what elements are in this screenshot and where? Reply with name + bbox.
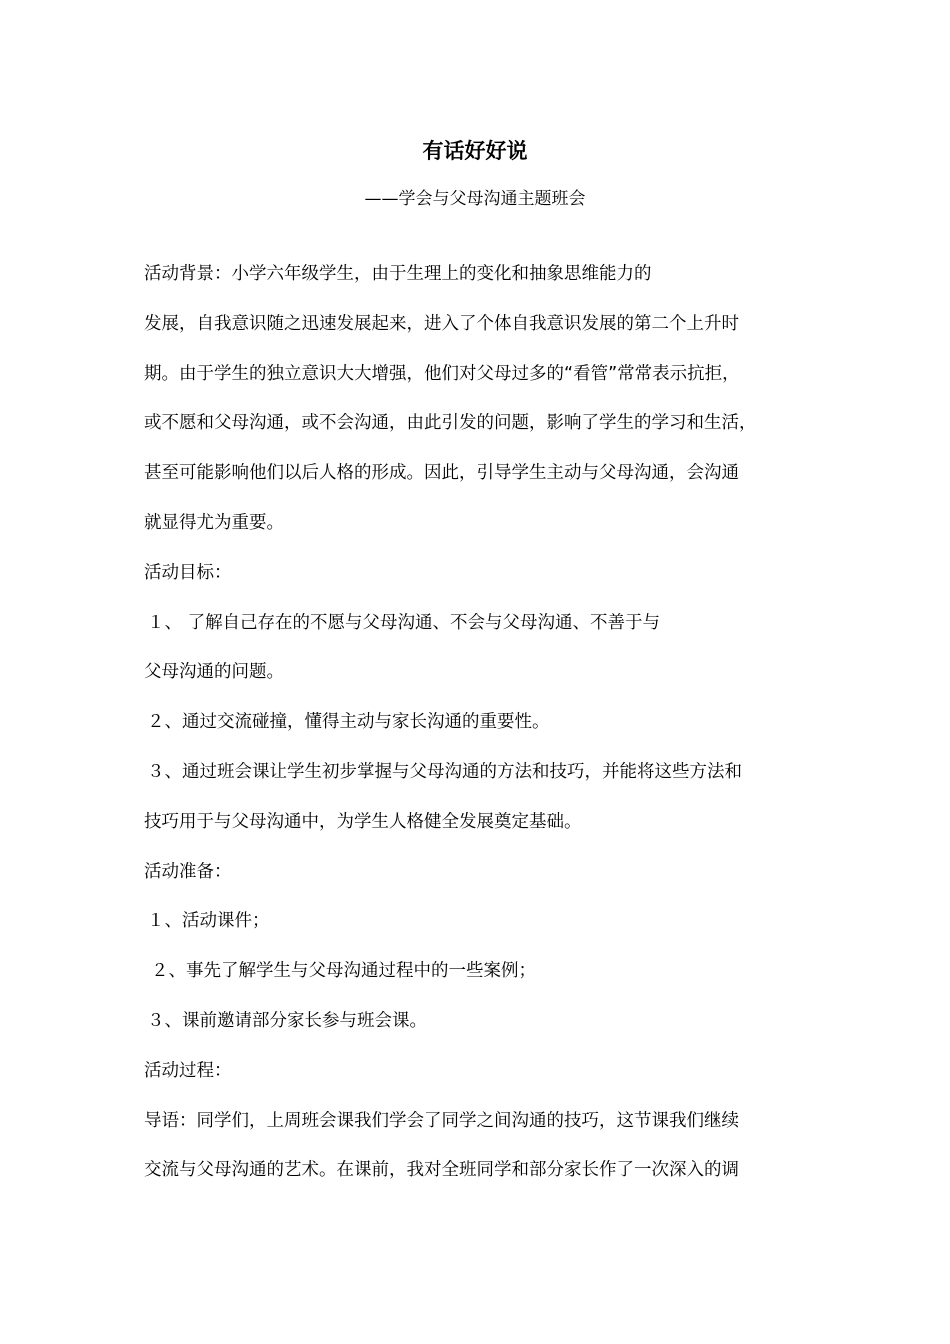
list-item: ２、事先了解学生与父母沟通过程中的一些案例； — [151, 961, 536, 982]
list-item: ３、课前邀请部分家长参与班会课。 — [147, 1010, 427, 1031]
paragraph-line: 期。由于学生的独立意识大大增强，他们对父母过多的“看管”常常表示抗拒， — [144, 363, 740, 384]
document-body — [144, 259, 824, 1205]
section-heading: 活动目标： — [144, 562, 232, 583]
paragraph-line: 父母沟通的问题。 — [144, 662, 284, 683]
list-item: １、 了解自己存在的不愿与父母沟通、不会与父母沟通、不善于与 — [147, 612, 661, 633]
paragraph-line: 导语：同学们，上周班会课我们学会了同学之间沟通的技巧，这节课我们继续 — [144, 1110, 739, 1131]
paragraph-line: 发展，自我意识随之迅速发展起来，进入了个体自我意识发展的第二个上升时 — [144, 313, 739, 334]
list-item: ３、通过班会课让学生初步掌握与父母沟通的方法和技巧，并能将这些方法和 — [147, 761, 742, 782]
document-subtitle: ——学会与父母沟通主题班会 — [364, 189, 586, 209]
list-item: ２、通过交流碰撞，懂得主动与家长沟通的重要性。 — [147, 712, 550, 733]
document-title: 有话好好说 — [422, 139, 528, 163]
paragraph-line: 甚至可能影响他们以后人格的形成。因此，引导学生主动与父母沟通，会沟通 — [144, 463, 739, 484]
paragraph-line: 就显得尤为重要。 — [144, 512, 284, 533]
paragraph-line: 技巧用于与父母沟通中，为学生人格健全发展奠定基础。 — [144, 811, 582, 832]
section-heading: 活动过程： — [144, 1060, 232, 1081]
paragraph-line: 交流与父母沟通的艺术。在课前，我对全班同学和部分家长作了一次深入的调 — [144, 1160, 739, 1181]
paragraph-line: 或不愿和父母沟通，或不会沟通，由此引发的问题，影响了学生的学习和生活， — [144, 413, 757, 434]
section-heading: 活动准备： — [144, 861, 232, 882]
paragraph-line: 活动背景：小学六年级学生，由于生理上的变化和抽象思维能力的 — [144, 264, 652, 284]
list-item: １、活动课件； — [147, 911, 270, 932]
